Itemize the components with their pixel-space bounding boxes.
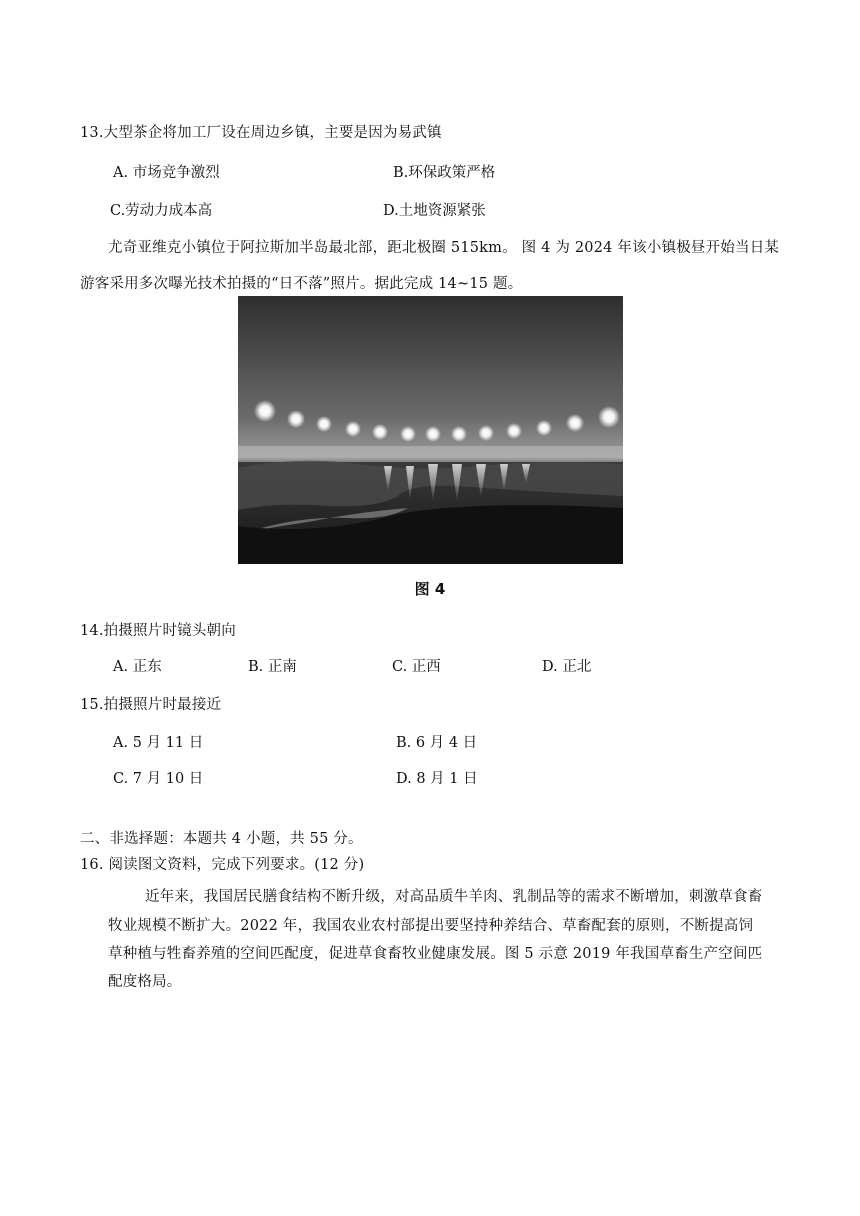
- q13-option-d: D.土地资源紧张: [383, 203, 486, 219]
- figure-caption: 图 4: [414, 580, 446, 598]
- q16-para-line-1: 近年来，我国居民膳食结构不断升级，对高品质牛羊肉、乳制品等的需求不断增加，刺激草食畜: [145, 889, 763, 905]
- q14-stem: 14.拍摄照片时镜头朝向: [80, 623, 236, 639]
- section-2-heading: 二、非选择题：本题共 4 小题，共 55 分。: [80, 831, 363, 847]
- intro-line-2: 游客采用多次曝光技术拍摄的“日不落”照片。据此完成 14~15 题。: [80, 276, 523, 292]
- q16-stem: 16. 阅读图文资料，完成下列要求。(12 分): [80, 857, 365, 873]
- q14-option-a: A. 正东: [113, 659, 162, 675]
- q14-option-b: B. 正南: [248, 659, 297, 675]
- intro-line-1: 尤奇亚维克小镇位于阿拉斯加半岛最北部，距北极圈 515km。 图 4 为 2024 年该小镇极昼开始当日某: [108, 240, 780, 256]
- q16-para-line-2: 牧业规模不断扩大。2022 年，我国农业农村部提出要坚持种养结合、草畜配套的原则，不断提高饲: [108, 918, 754, 934]
- midnight-sun-photo-svg: [238, 296, 623, 564]
- q13-option-c: C.劳动力成本高: [110, 203, 213, 219]
- q15-option-b: B. 6 月 4 日: [396, 735, 478, 751]
- q13-stem: 13.大型茶企将加工厂设在周边乡镇，主要是因为易武镇: [80, 125, 442, 141]
- q14-option-c: C. 正西: [392, 659, 441, 675]
- q15-option-a: A. 5 月 11 日: [113, 735, 204, 751]
- q13-option-b: B.环保政策严格: [393, 165, 496, 181]
- q15-option-c: C. 7 月 10 日: [113, 771, 204, 787]
- q15-stem: 15.拍摄照片时最接近: [80, 697, 222, 713]
- q16-para-line-4: 配度格局。: [108, 974, 182, 990]
- midnight-sun-photo: [238, 296, 623, 564]
- q15-option-d: D. 8 月 1 日: [396, 771, 478, 787]
- q13-option-a: A. 市场竞争激烈: [113, 165, 220, 181]
- q16-para-line-3: 草种植与牲畜养殖的空间匹配度，促进草食畜牧业健康发展。图 5 示意 2019 年我国草畜生产空间匹: [108, 946, 763, 962]
- q14-option-d: D. 正北: [542, 659, 592, 675]
